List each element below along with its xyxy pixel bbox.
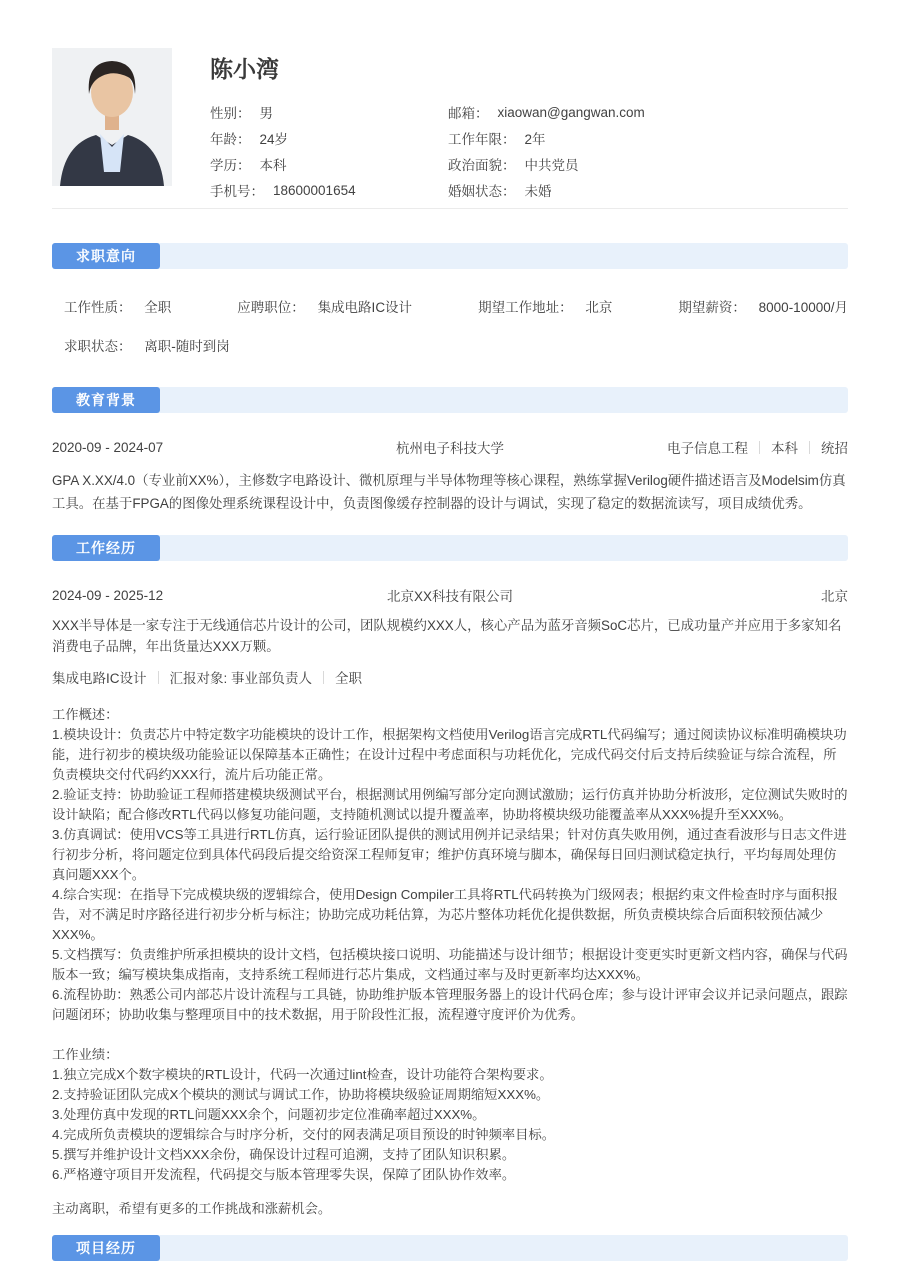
work-overview-item: 6.流程协助：熟悉公司内部芯片设计流程与工具链，协助维护版本管理服务器上的设计代码仓库；参与设计评审会议并记录问题点，跟踪问题闭环；协助收集与整理项目中的技术数据，用于阶段性汇报，流程遵守度评价为优秀。 — [52, 987, 848, 1022]
leaving-reason: 主动离职，希望有更多的工作挑战和涨薪机会。 — [52, 1201, 332, 1216]
field-label: 期望工作地址： — [478, 300, 573, 315]
section-header-project — [52, 1235, 848, 1261]
field-label: 政治面貌： — [448, 158, 516, 173]
section-title: 教育背景 — [52, 387, 160, 413]
work-achievement-item: 2.支持验证团队完成X个模块的测试与调试工作，协助将模块级验证周期缩短XXX%。 — [52, 1087, 550, 1102]
section-header-job-intent — [52, 243, 848, 269]
education-school: 杭州电子科技大学 — [396, 441, 504, 456]
intent-job-type — [64, 296, 171, 316]
education-tags — [504, 437, 848, 457]
work-meta-job-type: 全职 — [335, 671, 363, 686]
work-achievement-item: 5.撰写并维护设计文档XXX余份，确保设计过程可追溯，支持了团队知识积累。 — [52, 1147, 516, 1162]
field-value: 2年 — [524, 132, 546, 147]
work-company: 北京XX科技有限公司 — [386, 589, 513, 604]
education-entry-head — [52, 437, 848, 457]
candidate-name: 陈小湾 — [210, 56, 279, 82]
profile-fields — [210, 99, 848, 203]
separator — [158, 671, 159, 684]
field-label: 工作年限： — [448, 132, 516, 147]
field-label: 期望薪资： — [678, 300, 746, 315]
work-achievement-item: 3.处理仿真中发现的RTL问题XXX余个，问题初步定位准确率超过XXX%。 — [52, 1107, 486, 1122]
field-label: 应聘职位： — [237, 300, 305, 315]
field-value: xiaowan@gangwan.com — [497, 104, 645, 120]
field-value: 本科 — [259, 158, 287, 173]
profile-header — [52, 48, 848, 203]
work-meta-position: 集成电路IC设计 — [52, 671, 147, 686]
profile-field-work-years — [448, 125, 645, 151]
section-header-education — [52, 387, 848, 413]
education-description: GPA X.XX/4.0（专业前XX%），主修数字电路设计、微机原理与半导体物理等核心课程，熟练掌握Verilog硬件描述语言及Modelsim仿真工具。在基于FPGA的图像处理系统课程设计中，负责图像缓存控制器的设计与调试，实现了稳定的数据流读写，项目成绩优秀。 — [52, 473, 846, 511]
field-value: 未婚 — [524, 184, 552, 199]
intent-position — [237, 296, 412, 316]
work-achievements — [52, 1045, 848, 1185]
profile-field-education — [210, 151, 448, 177]
separator — [809, 441, 810, 454]
profile-field-phone — [210, 177, 448, 203]
field-label: 邮箱： — [448, 106, 489, 121]
work-location-text: 北京 — [821, 589, 848, 604]
section-title: 工作经历 — [52, 535, 160, 561]
work-overview-item: 3.仿真调试：使用VCS等工具进行RTL仿真，运行验证团队提供的测试用例并记录结果；针对仿真失败用例，通过查看波形与日志文件进行初步分析，将问题定位到具体代码段后提交给资深工程师复审；维护仿真环境与脚本，确保每日回归测试稳定执行，平均每周处理仿真问题XXX个。 — [52, 827, 847, 882]
field-label: 性别： — [210, 106, 251, 121]
education-enroll-type: 统招 — [821, 441, 848, 456]
work-overview-item: 4.综合实现：在指导下完成模块级的逻辑综合，使用Design Compiler工具将RTL代码转换为门级网表；根据约束文件检查时序与面积报告，对不满足时序路径进行初步分析与标注；协助完成功耗估算，为芯片整体功耗优化提供数据，所负责模块综合后面积较预估减少XXX%。 — [52, 887, 838, 942]
field-value: 北京 — [585, 300, 613, 315]
separator — [323, 671, 324, 684]
work-achievement-item: 6.严格遵守项目开发流程，代码提交与版本管理零失误，保障了团队协作效率。 — [52, 1167, 516, 1182]
company-intro: XXX半导体是一家专注于无线通信芯片设计的公司，团队规模约XXX人，核心产品为蓝牙音频SoC芯片，已成功量产并应用于多家知名消费电子品牌，年出货量达XXX万颗。 — [52, 618, 842, 654]
section-title: 求职意向 — [52, 243, 160, 269]
work-overview — [52, 705, 848, 1025]
field-label: 婚姻状态： — [448, 184, 516, 199]
intent-status — [64, 339, 230, 354]
work-overview-item: 2.验证支持：协助验证工程师搭建模块级测试平台，根据测试用例编写部分定向测试激励；运行仿真并协助分析波形，定位测试失败时的设计缺陷；配合修改RTL代码以修复功能问题，支持随机测试以提升覆盖率，协助将模块级功能覆盖率从XXX%提升至XXX%。 — [52, 787, 848, 822]
work-location — [513, 585, 848, 605]
field-value: 8000-10000/月 — [758, 300, 848, 315]
work-overview-item: 5.文档撰写：负责维护所承担模块的设计文档，包括模块接口说明、功能描述与设计细节；根据设计变更实时更新文档内容，确保与代码版本一致；编写模块集成指南，支持系统工程师进行芯片集成，文档通过率与及时更新率均达XXX%。 — [52, 947, 848, 982]
work-achievement-item: 1.独立完成X个数字模块的RTL设计，代码一次通过lint检查，设计功能符合架构要求。 — [52, 1067, 553, 1082]
work-overview-title: 工作概述： — [52, 707, 119, 722]
job-intent-row — [52, 296, 848, 316]
job-intent-status-row — [52, 335, 848, 355]
work-entry-head — [52, 585, 848, 605]
field-label: 求职状态： — [64, 339, 132, 354]
profile-field-political-status — [448, 151, 645, 177]
field-label: 学历： — [210, 158, 251, 173]
section-title: 项目经历 — [52, 1235, 160, 1261]
work-achievement-item: 4.完成所负责模块的逻辑综合与时序分析，交付的网表满足项目预设的时钟频率目标。 — [52, 1127, 556, 1142]
field-label: 手机号： — [210, 184, 264, 199]
work-overview-item: 1.模块设计：负责芯片中特定数字功能模块的设计工作，根据架构文档使用Verilog语言完成RTL代码编写；通过阅读协议标准明确模块功能，进行初步的模块级功能验证以保障基本正确性；在设计过程中考虑面积与功耗优化，完成代码交付后支持后续验证与综合流程，所负责模块交付代码约XXX行，流片后功能正常。 — [52, 727, 847, 782]
profile-field-email — [448, 99, 645, 125]
profile-field-marital-status — [448, 177, 645, 203]
separator — [759, 441, 760, 454]
portrait-image — [52, 48, 172, 186]
field-value: 24岁 — [259, 132, 289, 147]
education-period: 2020-09 - 2024-07 — [52, 439, 164, 455]
header-divider — [52, 208, 848, 209]
intent-location — [478, 296, 612, 316]
field-value: 男 — [259, 106, 273, 121]
profile-info — [210, 48, 848, 203]
profile-field-gender — [210, 99, 448, 125]
profile-photo — [52, 48, 172, 186]
field-value: 全职 — [144, 300, 172, 315]
intent-salary — [678, 296, 848, 316]
education-major: 电子信息工程 — [667, 441, 748, 456]
field-label: 年龄： — [210, 132, 251, 147]
education-degree: 本科 — [771, 441, 798, 456]
field-value: 集成电路IC设计 — [317, 300, 413, 315]
work-achievements-title: 工作业绩： — [52, 1047, 119, 1062]
work-period: 2024-09 - 2025-12 — [52, 587, 164, 603]
field-value: 中共党员 — [524, 158, 579, 173]
field-value: 离职-随时到岗 — [144, 339, 230, 354]
section-header-work — [52, 535, 848, 561]
field-value: 18600001654 — [273, 182, 356, 198]
field-label: 工作性质： — [64, 300, 132, 315]
work-meta-row — [52, 667, 848, 687]
profile-field-age — [210, 125, 448, 151]
work-meta-report-to: 汇报对象: 事业部负责人 — [169, 671, 313, 686]
